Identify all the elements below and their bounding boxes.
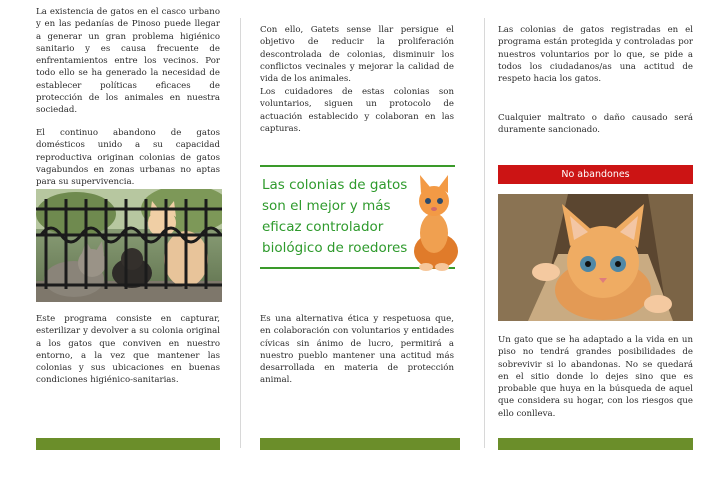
right-paragraph-1: Las colonias de gatos registradas en el programa están protegida y controladas por nuestros voluntarios por lo que, se pide a todos los ciudadanos/as una actitud de respeto hacia los gatos.	[498, 25, 693, 85]
middle-footer-bar	[260, 438, 460, 450]
slogan-top-rule	[260, 165, 455, 167]
middle-paragraph-1: Con ello, Gatets sense llar persigue el objetivo de reducir la proliferación descontrolada de colonias, disminuir los conflictos vecinales y mejorar la calidad de vida de los animales.	[260, 25, 454, 85]
panel-middle	[260, 0, 454, 480]
middle-paragraph-3: Es una alternativa ética y respetuosa que, en colaboración con voluntarios y entidades cívicas sin ánimo de lucro, permitirá a nuestro pueblo mantener una actitud más desarrollada en materia de protección animal.	[260, 314, 454, 386]
right-paragraph-2: Cualquier maltrato o daño causado será duramente sancionado.	[498, 113, 693, 136]
right-paragraph-3: Un gato que se ha adaptado a la vida en un piso no tendrá grandes posibilidades de sobrevivir si lo abandonas. No se quedará en el sitio donde lo dejes sino que es probable que huya en la búsqueda de aquel que considera su hogar, con los riesgos que ello conlleva.	[498, 335, 693, 419]
left-paragraph-3: Este programa consiste en capturar, esterilizar y devolver a su colonia original a los gatos que conviven en nuestro entorno, a la vez que mantener las colonias y sus ubicaciones en buenas condiciones higiénico-sanitarias.	[36, 314, 220, 386]
panel-right	[498, 0, 693, 480]
sitting-kitten-illustration	[406, 171, 462, 271]
panel-left	[36, 0, 220, 480]
panel-divider-2	[484, 18, 485, 448]
panel-divider-1	[240, 18, 241, 448]
left-paragraph-1: La existencia de gatos en el casco urbano y en las pedanías de Pinoso puede llegar a generar un gran problema higiénico sanitario y es causa frecuente de enfrentamientos entre los vecinos. Por todo ello se ha generado la necesidad de establecer políticas eficaces de protección de los animales en nuestra sociedad.	[36, 7, 220, 116]
left-paragraph-2: El continuo abandono de gatos domésticos unido a su capacidad reproductiva originan colonias de gatos vagabundos en zonas urbanas no aptas para su supervivencia.	[36, 128, 220, 188]
kitten-in-box-photo	[498, 194, 693, 321]
slogan-line-4: biológico de roedores	[262, 240, 408, 256]
slogan-line-3: eficaz controlador	[262, 219, 384, 235]
slogan-line-2: son el mejor y más	[262, 198, 391, 214]
no-abandones-banner: No abandones	[498, 165, 693, 184]
slogan-box	[260, 165, 460, 275]
middle-paragraph-2: Los cuidadores de estas colonias son voluntarios, siguen un protocolo de actuación establecido y colaboran en las capturas.	[260, 87, 454, 134]
cats-behind-fence-photo	[36, 189, 222, 302]
slogan-line-1: Las colonias de gatos	[262, 177, 408, 193]
left-footer-bar	[36, 438, 220, 450]
right-footer-bar	[498, 438, 693, 450]
